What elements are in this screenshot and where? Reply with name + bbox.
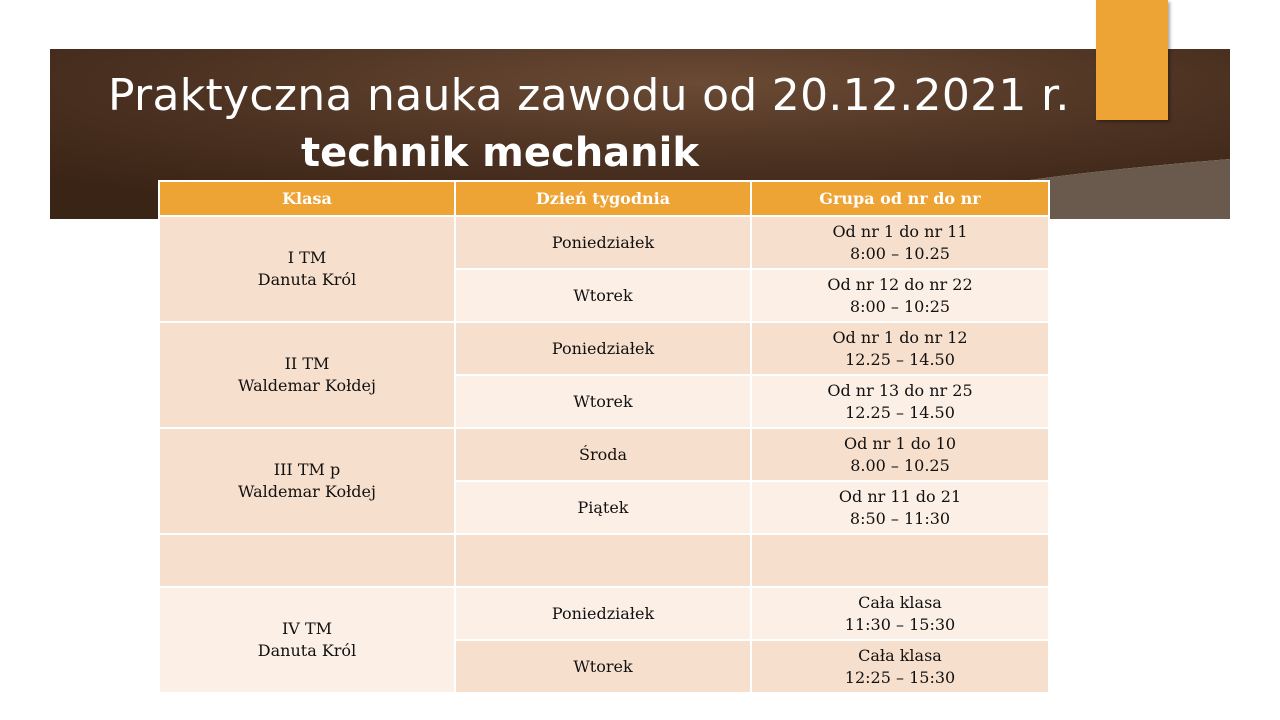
table-row — [159, 322, 1049, 375]
class-teacher: Waldemar Kołdej — [238, 482, 376, 501]
empty-cell — [455, 534, 751, 587]
empty-cell — [751, 534, 1049, 587]
class-cell — [159, 322, 455, 428]
group-cell — [751, 640, 1049, 693]
class-name: IV TM — [281, 619, 332, 638]
day-cell: Wtorek — [455, 269, 751, 322]
empty-row — [159, 534, 1049, 587]
header-day: Dzień tygodnia — [455, 181, 751, 216]
group-cell — [751, 322, 1049, 375]
group-cell — [751, 481, 1049, 534]
group-cell — [751, 216, 1049, 269]
page-subtitle: technik mechanik — [301, 130, 699, 176]
class-teacher: Waldemar Kołdej — [238, 376, 376, 395]
day-cell: Poniedziałek — [455, 216, 751, 269]
schedule-table — [158, 180, 1050, 694]
group-cell — [751, 428, 1049, 481]
accent-block — [1096, 0, 1168, 120]
group-range: Od nr 13 do nr 25 — [827, 380, 973, 400]
class-teacher: Danuta Król — [257, 641, 357, 660]
table-row — [159, 428, 1049, 481]
class-cell — [159, 587, 455, 693]
day-cell: Poniedziałek — [455, 587, 751, 640]
group-time: 12:25 – 15:30 — [844, 667, 956, 687]
group-range: Cała klasa — [858, 645, 942, 665]
table-row — [159, 587, 1049, 640]
day-cell: Wtorek — [455, 375, 751, 428]
group-time: 8.00 – 10.25 — [850, 455, 950, 475]
table-header-row — [159, 181, 1049, 216]
day-cell: Poniedziałek — [455, 322, 751, 375]
group-range: Od nr 1 do nr 11 — [832, 221, 968, 241]
page-title: Praktyczna nauka zawodu od 20.12.2021 r. — [108, 70, 1070, 121]
header-group: Grupa od nr do nr — [751, 181, 1049, 216]
group-cell — [751, 269, 1049, 322]
day-cell: Środa — [455, 428, 751, 481]
group-time: 11:30 – 15:30 — [844, 614, 956, 634]
group-range: Cała klasa — [858, 592, 942, 612]
group-range: Od nr 1 do 10 — [843, 433, 957, 453]
group-time: 8:50 – 11:30 — [849, 508, 951, 528]
group-cell — [751, 375, 1049, 428]
group-time: 12.25 – 14.50 — [845, 349, 955, 369]
class-name: III TM p — [273, 460, 341, 479]
class-cell — [159, 216, 455, 322]
day-cell: Wtorek — [455, 640, 751, 693]
group-time: 12.25 – 14.50 — [845, 402, 955, 422]
empty-cell — [159, 534, 455, 587]
group-range: Od nr 1 do nr 12 — [832, 327, 968, 347]
table-row — [159, 216, 1049, 269]
class-name: II TM — [284, 354, 330, 373]
group-range: Od nr 11 do 21 — [838, 486, 962, 506]
class-cell — [159, 428, 455, 534]
group-cell — [751, 587, 1049, 640]
class-teacher: Danuta Król — [257, 270, 357, 289]
group-time: 8:00 – 10.25 — [850, 243, 950, 263]
header-class: Klasa — [159, 181, 455, 216]
group-time: 8:00 – 10:25 — [849, 296, 951, 316]
group-range: Od nr 12 do nr 22 — [827, 274, 973, 294]
class-name: I TM — [287, 248, 327, 267]
day-cell: Piątek — [455, 481, 751, 534]
